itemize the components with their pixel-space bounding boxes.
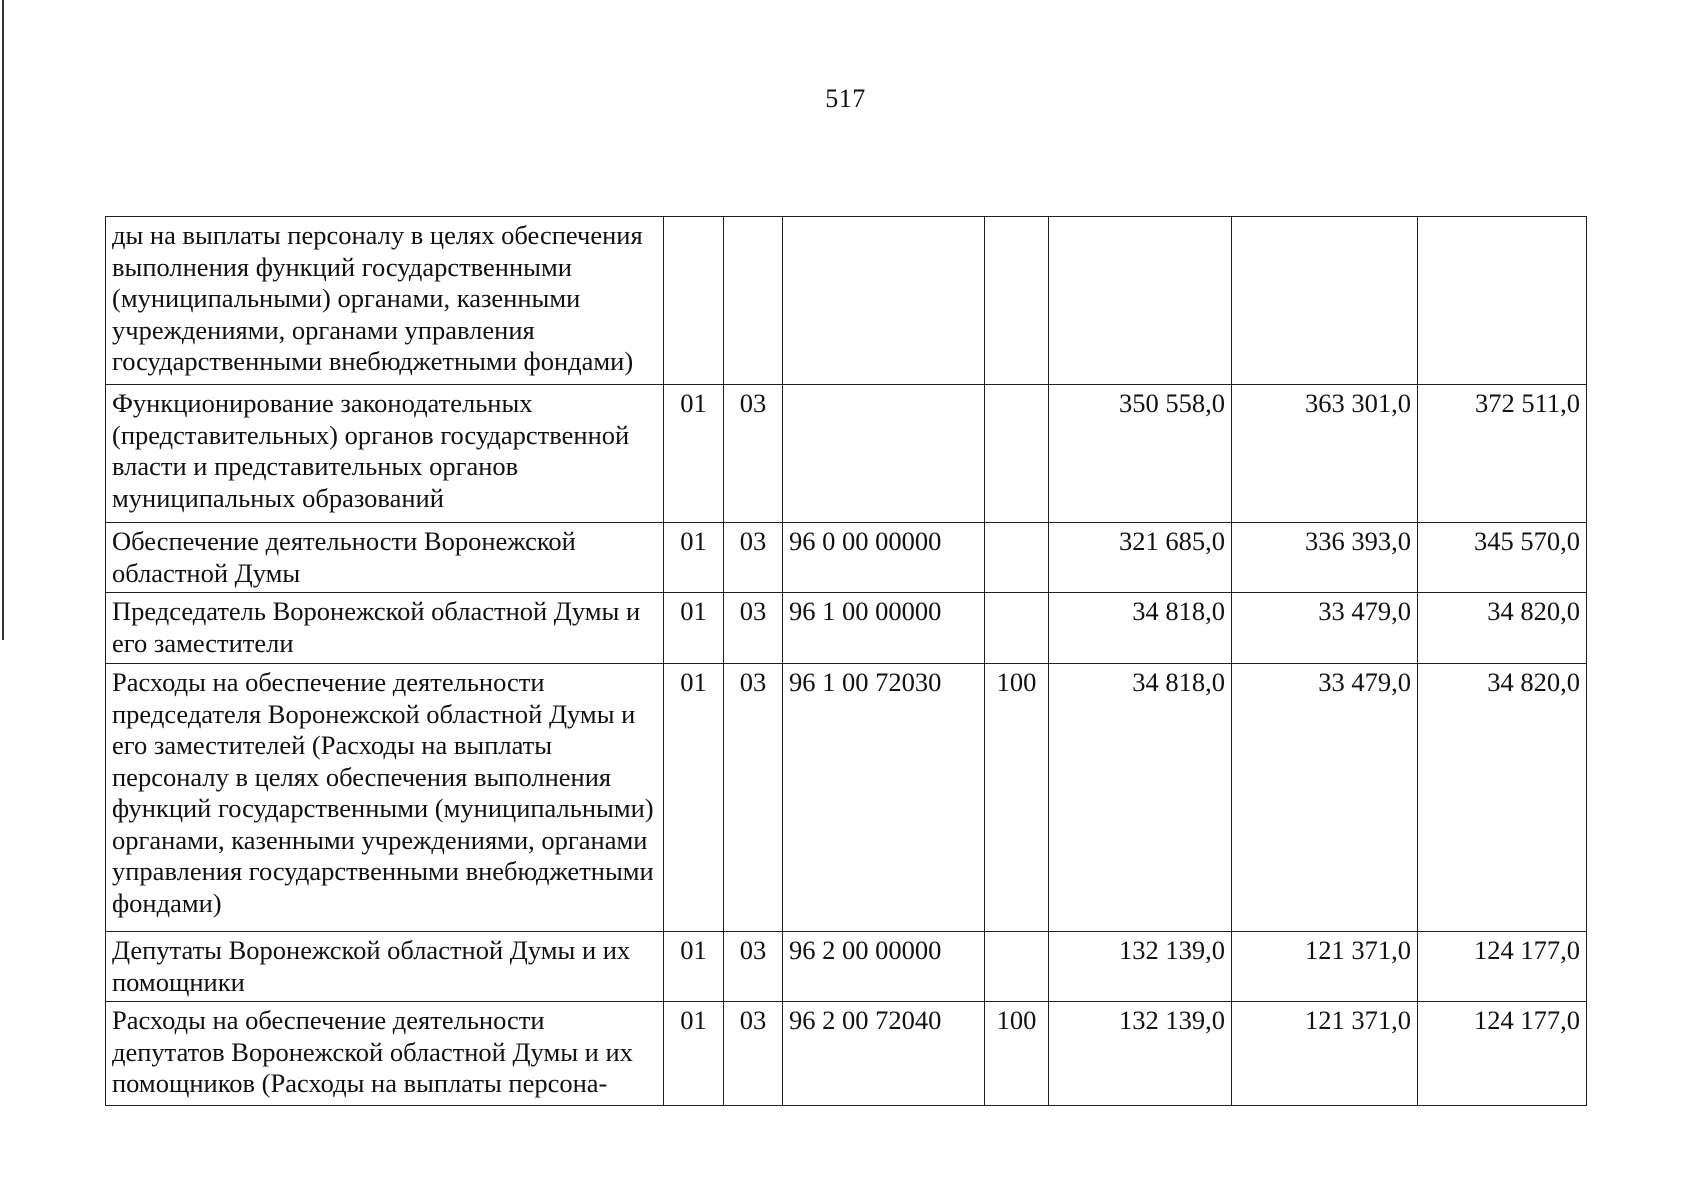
amount-year3-cell xyxy=(1418,217,1587,385)
table-row xyxy=(106,664,1587,932)
expense-name-cell: Председатель Воронежской областной Думы и его заместители xyxy=(106,593,664,664)
subsection-code-cell: 03 xyxy=(724,593,783,664)
table-row xyxy=(106,932,1587,1002)
target-article-cell xyxy=(783,385,985,523)
subsection-code-cell: 03 xyxy=(724,523,783,593)
expense-type-cell xyxy=(985,593,1049,664)
table-row xyxy=(106,523,1587,593)
expense-name-cell: Расходы на обеспечение деятельности председателя Воронежской областной Думы и его заместителей (Расходы на выплаты персоналу в целях обеспечения выполнения функций государственными (муниципальными) органами, казенными учреждениями, органами управления государственными внебюджетными фондами) xyxy=(106,664,664,932)
amount-year2-cell: 33 479,0 xyxy=(1232,593,1418,664)
amount-year2-cell: 336 393,0 xyxy=(1232,523,1418,593)
expense-name-cell: ды на выплаты персоналу в целях обеспечения выполнения функций государственными (муниципальными) органами, казенными учреждениями, органами управления государственными внебюджетными фондами) xyxy=(106,217,664,385)
amount-year1-cell: 132 139,0 xyxy=(1049,1002,1232,1106)
section-code-cell: 01 xyxy=(664,523,724,593)
target-article-cell: 96 0 00 00000 xyxy=(783,523,985,593)
subsection-code-cell: 03 xyxy=(724,1002,783,1106)
target-article-cell: 96 2 00 72040 xyxy=(783,1002,985,1106)
amount-year3-cell: 34 820,0 xyxy=(1418,664,1587,932)
subsection-code-cell: 03 xyxy=(724,664,783,932)
page-number: 517 xyxy=(825,84,866,113)
target-article-cell: 96 2 00 00000 xyxy=(783,932,985,1002)
expense-type-cell xyxy=(985,523,1049,593)
amount-year2-cell: 121 371,0 xyxy=(1232,1002,1418,1106)
section-code-cell: 01 xyxy=(664,385,724,523)
section-code-cell: 01 xyxy=(664,932,724,1002)
amount-year1-cell xyxy=(1049,217,1232,385)
amount-year3-cell: 345 570,0 xyxy=(1418,523,1587,593)
table-row xyxy=(106,385,1587,523)
budget-table xyxy=(105,216,1587,1106)
expense-type-cell xyxy=(985,385,1049,523)
target-article-cell xyxy=(783,217,985,385)
subsection-code-cell: 03 xyxy=(724,385,783,523)
table-row xyxy=(106,1002,1587,1106)
amount-year3-cell: 34 820,0 xyxy=(1418,593,1587,664)
amount-year1-cell: 34 818,0 xyxy=(1049,593,1232,664)
section-code-cell: 01 xyxy=(664,593,724,664)
amount-year3-cell: 124 177,0 xyxy=(1418,932,1587,1002)
amount-year2-cell: 121 371,0 xyxy=(1232,932,1418,1002)
target-article-cell: 96 1 00 00000 xyxy=(783,593,985,664)
table-row xyxy=(106,593,1587,664)
amount-year2-cell: 33 479,0 xyxy=(1232,664,1418,932)
expense-type-cell: 100 xyxy=(985,664,1049,932)
amount-year1-cell: 321 685,0 xyxy=(1049,523,1232,593)
amount-year1-cell: 132 139,0 xyxy=(1049,932,1232,1002)
section-code-cell xyxy=(664,217,724,385)
budget-table-body xyxy=(106,217,1587,1106)
amount-year3-cell: 372 511,0 xyxy=(1418,385,1587,523)
section-code-cell: 01 xyxy=(664,1002,724,1106)
expense-name-cell: Функционирование законодательных (представительных) органов государственной власти и представительных органов муниципальных образований xyxy=(106,385,664,523)
amount-year2-cell xyxy=(1232,217,1418,385)
subsection-code-cell: 03 xyxy=(724,932,783,1002)
target-article-cell: 96 1 00 72030 xyxy=(783,664,985,932)
amount-year1-cell: 350 558,0 xyxy=(1049,385,1232,523)
expense-name-cell: Депутаты Воронежской областной Думы и их помощники xyxy=(106,932,664,1002)
subsection-code-cell xyxy=(724,217,783,385)
expense-type-cell xyxy=(985,932,1049,1002)
amount-year3-cell: 124 177,0 xyxy=(1418,1002,1587,1106)
expense-type-cell xyxy=(985,217,1049,385)
section-code-cell: 01 xyxy=(664,664,724,932)
amount-year1-cell: 34 818,0 xyxy=(1049,664,1232,932)
amount-year2-cell: 363 301,0 xyxy=(1232,385,1418,523)
table-row xyxy=(106,217,1587,385)
expense-name-cell: Обеспечение деятельности Воронежской областной Думы xyxy=(106,523,664,593)
expense-type-cell: 100 xyxy=(985,1002,1049,1106)
expense-name-cell: Расходы на обеспечение деятельности депутатов Воронежской областной Думы и их помощников (Расходы на выплаты персона- xyxy=(106,1002,664,1106)
